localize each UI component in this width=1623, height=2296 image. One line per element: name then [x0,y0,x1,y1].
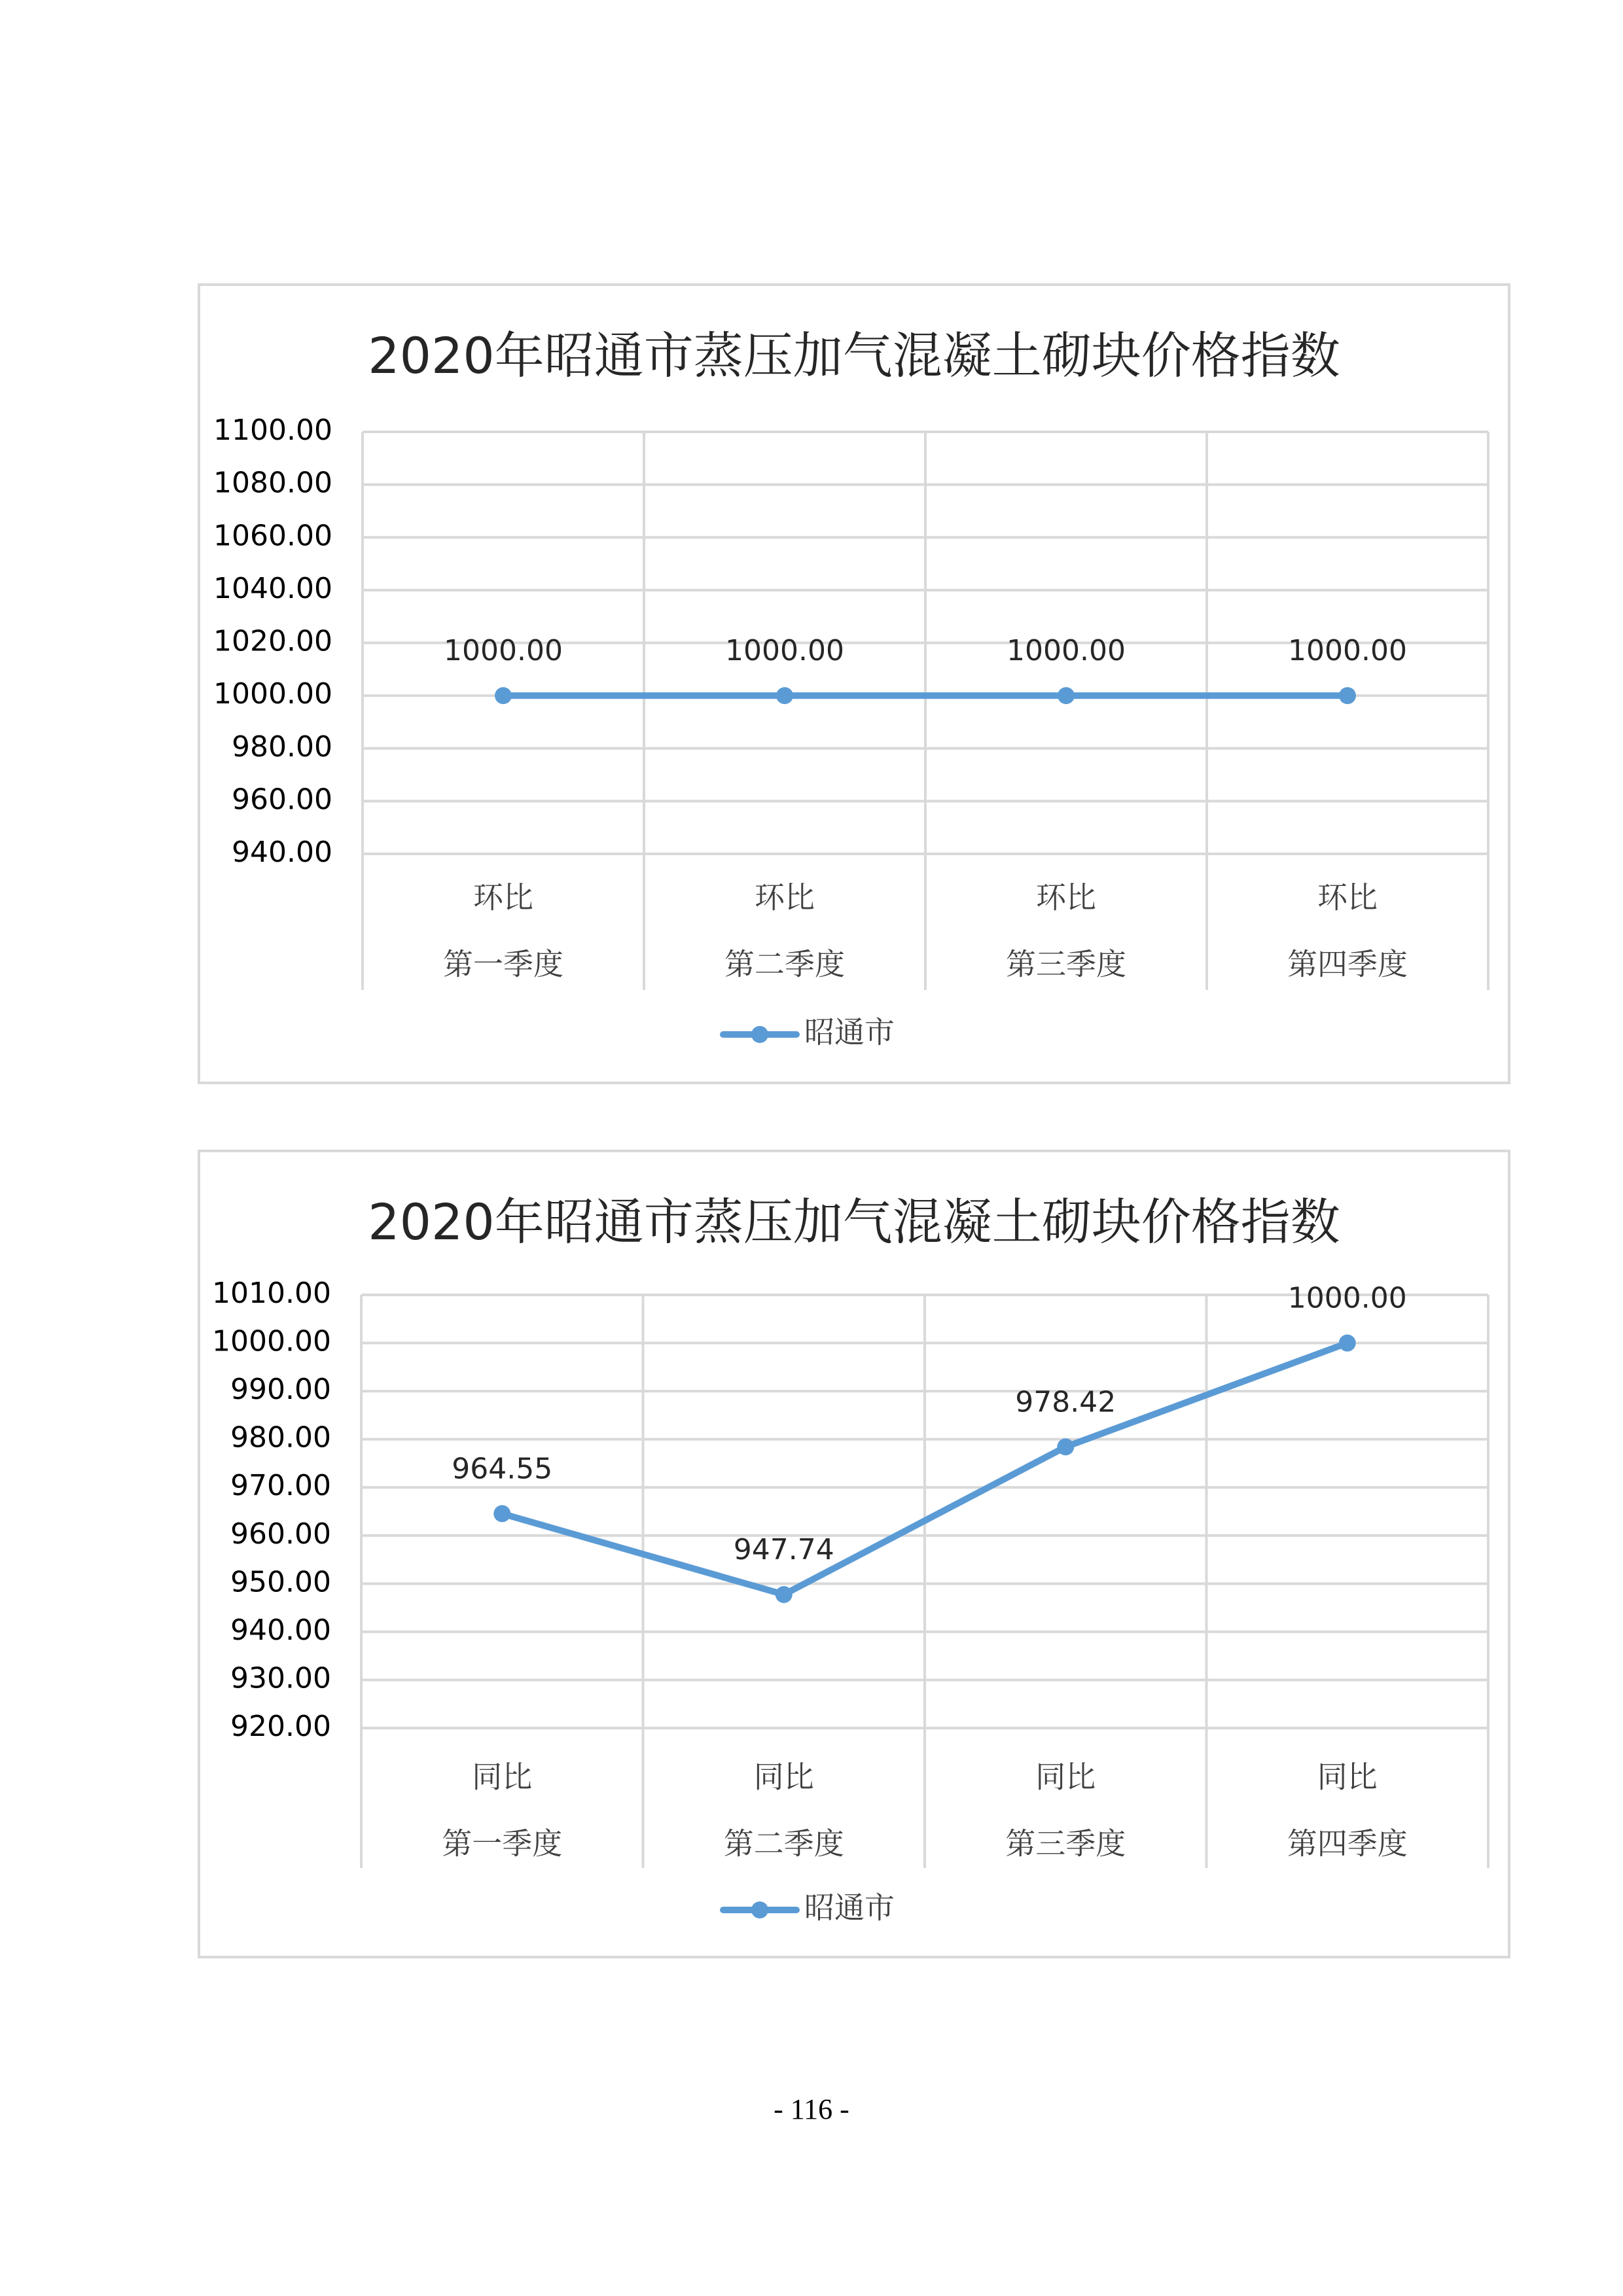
x-tick-label-quarter: 第一季度 [442,1826,563,1862]
y-tick-label: 980.00 [230,1421,331,1455]
y-tick-label: 1040.00 [213,571,332,605]
legend-marker [751,1901,768,1918]
y-tick-label: 1020.00 [213,624,332,658]
data-point [495,687,512,704]
legend-label: 昭通市 [804,1014,895,1050]
x-tick-label-quarter: 第四季度 [1287,946,1408,982]
chart-huanbi-svg [200,286,1508,1082]
y-tick-label: 970.00 [230,1469,331,1503]
y-tick-label: 960.00 [232,783,332,817]
x-tick-label-type: 同比 [753,1759,814,1795]
x-tick-label-quarter: 第三季度 [1006,946,1126,982]
y-tick-label: 930.00 [230,1661,331,1695]
x-tick-label-quarter: 第二季度 [723,1826,844,1862]
x-tick-label-quarter: 第四季度 [1287,1826,1408,1862]
y-tick-label: 920.00 [230,1710,331,1743]
x-tick-label-quarter: 第三季度 [1005,1826,1126,1862]
data-point [1057,1438,1074,1455]
chart-title: 2020年昭通市蒸压加气混凝土砌块价格指数 [368,1192,1340,1251]
y-tick-label: 1080.00 [213,466,332,500]
data-label: 1000.00 [444,634,563,668]
data-label: 964.55 [452,1452,553,1486]
data-point [1339,1335,1356,1352]
data-label: 1000.00 [1007,634,1126,668]
chart-tongbi-svg [200,1152,1508,1956]
y-tick-label: 950.00 [230,1565,331,1599]
y-tick-label: 1060.00 [213,519,332,553]
x-tick-label-quarter: 第一季度 [443,946,563,982]
x-tick-label-type: 同比 [1035,1759,1096,1795]
data-label: 1000.00 [1288,634,1407,668]
y-tick-label: 960.00 [230,1517,331,1551]
x-tick-label-type: 同比 [472,1759,533,1795]
data-label: 978.42 [1015,1385,1116,1419]
data-label: 1000.00 [1287,1281,1407,1315]
y-tick-label: 1100.00 [213,414,332,447]
data-point [1058,687,1075,704]
data-point [776,1586,793,1603]
x-tick-label-type: 环比 [1317,879,1378,915]
y-tick-label: 980.00 [232,730,332,764]
y-tick-label: 940.00 [230,1613,331,1647]
page-number: - 116 - [774,2093,849,2125]
data-point [493,1505,510,1522]
x-tick-label-type: 环比 [1036,879,1096,915]
y-tick-label: 1000.00 [213,677,332,711]
legend-label: 昭通市 [804,1890,895,1926]
y-tick-label: 940.00 [232,836,332,869]
data-point [1339,687,1356,704]
chart-title: 2020年昭通市蒸压加气混凝土砌块价格指数 [368,326,1340,385]
data-label: 947.74 [733,1532,834,1566]
x-tick-label-type: 环比 [755,879,815,915]
y-tick-label: 1000.00 [212,1324,331,1358]
x-tick-label-type: 环比 [473,879,533,915]
legend-marker [751,1026,768,1043]
y-tick-label: 990.00 [230,1373,331,1407]
data-label: 1000.00 [725,634,844,668]
chart-huanbi [198,283,1510,1084]
data-point [776,687,793,704]
x-tick-label-quarter: 第二季度 [724,946,845,982]
y-tick-label: 1010.00 [212,1277,331,1310]
chart-tongbi [198,1150,1510,1958]
x-tick-label-type: 同比 [1317,1759,1378,1795]
